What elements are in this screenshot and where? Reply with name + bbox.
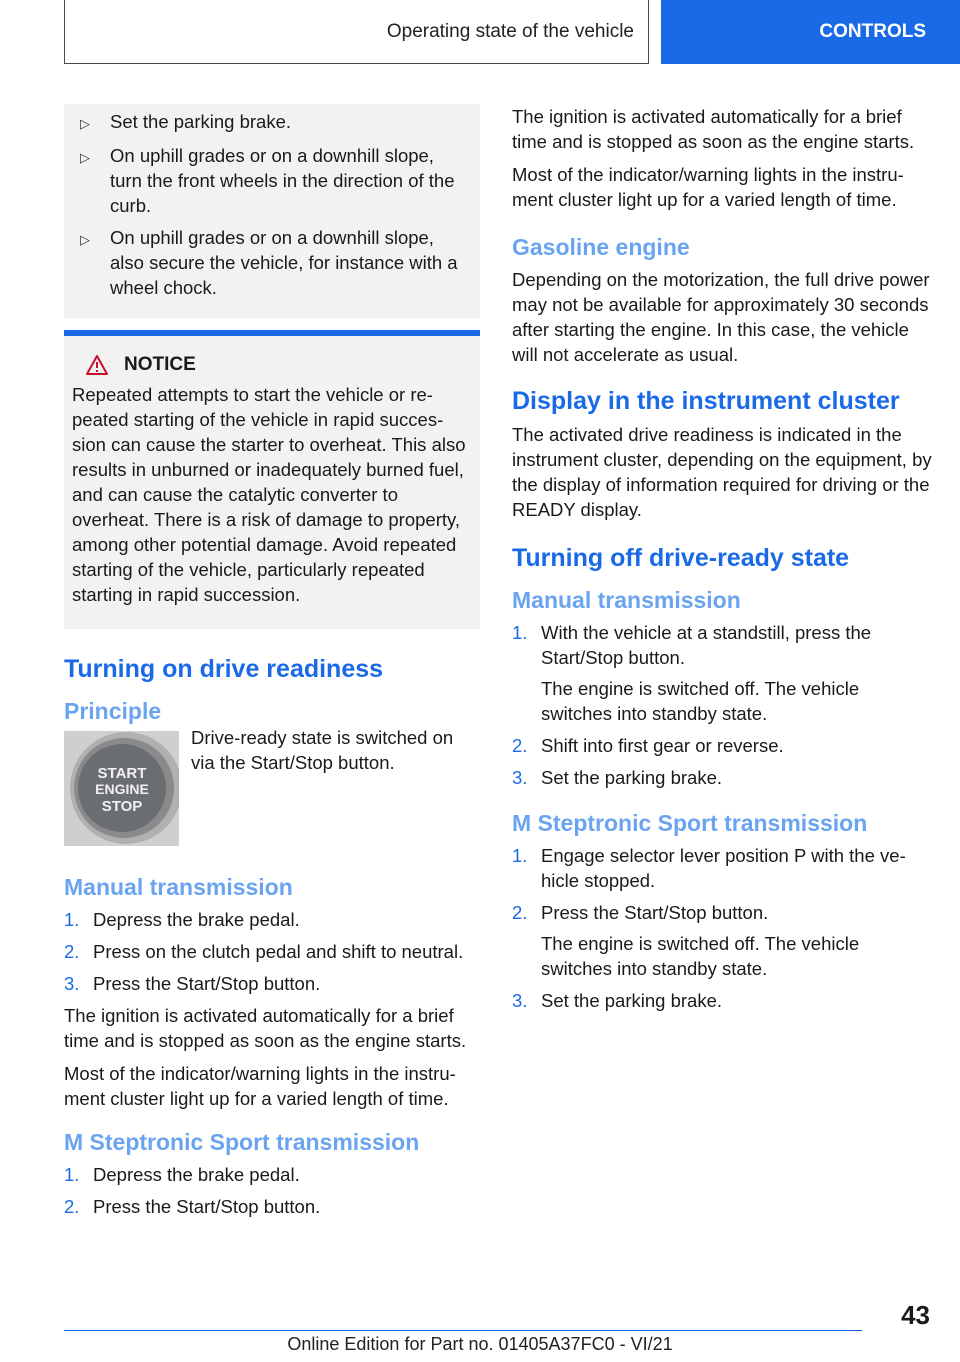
bullet-item: ▷ On uphill grades or on a downhill slope, turn the front wheels in the direction of the curb. — [76, 140, 468, 222]
section-title-text: Operating state of the vehicle — [386, 20, 634, 42]
heading-steptronic-off: M Steptronic Sport transmission — [512, 810, 868, 836]
list-item: 2. Press the Start/Stop button. — [64, 1196, 321, 1217]
footer-divider — [64, 1330, 862, 1331]
start-stop-button-image — [64, 731, 179, 846]
warning-triangle-icon — [86, 355, 108, 375]
list-item: 1. Depress the brake pedal. — [64, 1164, 300, 1185]
principle-block — [64, 727, 480, 846]
paragraph: The ignition is activated automatically for a brief time and is stopped as soon as the engine starts. — [64, 1005, 467, 1051]
section-title — [64, 0, 649, 64]
paragraph: Most of the indicator/warning lights in the instru-ment cluster light up for a varied length of time. — [64, 1063, 456, 1109]
paragraph: Most of the indicator/warning lights in the instru-ment cluster light up for a varied length of time. — [512, 164, 904, 210]
bullet-item: ▷ Set the parking brake. — [76, 106, 468, 140]
parking-bullets — [64, 104, 480, 318]
page-number: 43 — [901, 1300, 930, 1330]
svg-text:START: START — [97, 765, 147, 782]
paragraph: Depending on the motorization, the full drive power may not be available for approximately 30 seconds after starting the engine. In this case, the vehicle will not accelerate as usual. — [512, 269, 930, 365]
notice-title: NOTICE — [72, 354, 472, 376]
triangle-bullet-icon: ▷ — [80, 150, 90, 165]
heading-gasoline: Gasoline engine — [512, 234, 690, 260]
list-item: 3. Set the parking brake. — [512, 990, 722, 1011]
list-item: 1. Depress the brake pedal. — [64, 909, 300, 930]
heading-manual-transmission-off: Manual transmission — [512, 587, 741, 613]
paragraph: The ignition is activated automatically for a brief time and is stopped as soon as the engine starts. — [512, 106, 915, 152]
heading-turning-on: Turning on drive readiness — [64, 655, 384, 683]
paragraph: The activated drive readiness is indicated in the instrument cluster, depending on the equipment, by the display of information required for driving or the READY display. — [512, 424, 932, 520]
heading-principle: Principle — [64, 698, 162, 724]
triangle-bullet-icon: ▷ — [80, 116, 90, 131]
right-column — [512, 104, 932, 1020]
notice-text: Repeated attempts to start the vehicle or re-peated starting of the vehicle in rapid succes-sion can cause the starter to overheat. This also results in unburned or inadequately burned fuel, and can cause the catalytic converter to overheat. There is a risk of damage to property, among other potential damage. Avoid repeated starting of the vehicle, particularly repeated starting in rapid succession. — [72, 384, 466, 605]
svg-text:ENGINE: ENGINE — [95, 781, 149, 797]
list-item: 3. Set the parking brake. — [512, 767, 722, 788]
left-column — [64, 104, 480, 1226]
heading-manual-transmission: Manual transmission — [64, 874, 293, 900]
footer-edition: Online Edition for Part no. 01405A37FC0 - VI/21 — [287, 1334, 673, 1354]
heading-steptronic: M Steptronic Sport transmission — [64, 1129, 420, 1155]
triangle-bullet-icon: ▷ — [80, 232, 90, 247]
list-item: 1. With the vehicle at a standstill, press the Start/Stop button. The engine is switched off. The vehicle switches into standby state. — [512, 622, 872, 724]
list-item: 3. Press the Start/Stop button. — [64, 973, 321, 994]
principle-text: Drive-ready state is switched on via the Start/Stop button. — [191, 727, 454, 773]
list-item: 2. Press the Start/Stop button. The engine is switched off. The vehicle switches into standby state. — [512, 902, 860, 979]
heading-display: Display in the instrument cluster — [512, 387, 900, 415]
list-item: 2. Press on the clutch pedal and shift to neutral. — [64, 941, 464, 962]
chapter-label: CONTROLS — [819, 21, 926, 42]
svg-text:STOP: STOP — [101, 798, 143, 815]
heading-turning-off: Turning off drive-ready state — [512, 544, 850, 572]
bullet-item: ▷ On uphill grades or on a downhill slope, also secure the vehicle, for instance with a wheel chock. — [76, 222, 468, 304]
list-item: 1. Engage selector lever position P with the ve-hicle stopped. — [512, 845, 906, 891]
chapter-tab[interactable] — [661, 0, 960, 64]
list-item: 2. Shift into first gear or reverse. — [512, 735, 784, 756]
notice-box — [64, 330, 480, 629]
